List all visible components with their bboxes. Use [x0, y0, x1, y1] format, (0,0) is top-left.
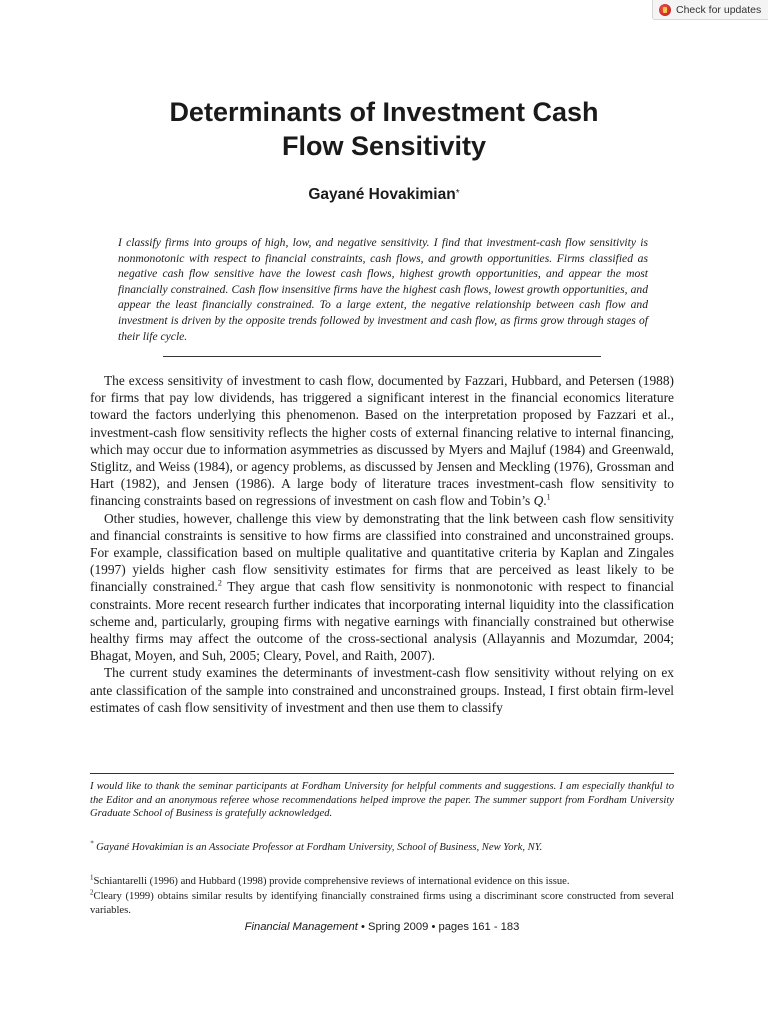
footnote-1-text: Schiantarelli (1996) and Hubbard (1998) provide comprehensive reviews of international evidence on this issue. [93, 876, 570, 887]
title-line-1: Determinants of Investment Cash [169, 97, 599, 127]
author-name: Gayané Hovakimian [308, 186, 456, 203]
footnote-2-mark: 2 [90, 888, 94, 897]
issue: Spring 2009 [367, 921, 429, 933]
footnote-divider [90, 773, 674, 774]
paragraph-1-text: The excess sensitivity of investment to cash flow, documented by Fazzari, Hubbard, and Petersen (1988) for firms that pay low dividends, has triggered a significant interest in the financial economics literature toward the factors underlying this phenomenon. Based on the interpretation proposed by Fazzari et al., investment-cash flow sensitivity reflects the higher costs of external financing relative to internal financing, which may occur due to information asymmetries as discussed by Myers and Majluf (1984) and Greenwald, Stiglitz, and Weiss (1984), or agency problems, as discussed by Jensen and Meckling (1976), Grossman and Hart (1982), and Jensen (1986). A large body of literature traces investment-cash flow sensitivity to financing constraints based on regressions of investment on cash flow and Tobin’s [90, 373, 674, 509]
paragraph-3: The current study examines the determinants of investment-cash flow sensitivity without relying on ex ante classification of the sample into constrained and unconstrained groups. Instead, I first obtain firm-level estimates of cash flow sensitivity of investment and then use them to classify [90, 665, 674, 715]
abstract-divider [163, 356, 601, 357]
article-title [0, 95, 768, 163]
check-for-updates-button[interactable] [652, 0, 768, 20]
footer-separator-1: • [360, 921, 365, 933]
footnote-1-mark: 1 [90, 873, 94, 882]
paragraph-1-end: . [543, 493, 547, 509]
paragraph-1 [90, 372, 674, 510]
footnote-1 [90, 875, 674, 889]
footnote-2-text: Cleary (1999) obtains similar results by identifying financially constrained firms using a discriminant score constructed from several variables. [90, 891, 674, 916]
abstract: I classify firms into groups of high, low, and negative sensitivity. I find that investment-cash flow sensitivity is nonmonotonic with respect to financial constraints, cash flows, and growth opportunities. Firms classified as negative cash flow sensitive have the lowest cash flows, highest growth opportunities, and appear the most financially constrained. Cash flow insensitive firms have the highest cash flows, lowest growth opportunities, and appear the least financially constrained. To a large extent, the negative relationship between cash flow and investment is driven by the opposite trends followed by investment and cash flow, as firms grow through stages of their life cycle. [118, 236, 648, 343]
footnote-2 [90, 890, 674, 917]
author-line [0, 186, 768, 204]
affiliation-text: Gayané Hovakimian is an Associate Professor at Fordham University, School of Business, New York, NY. [96, 842, 543, 853]
page-range: pages 161 - 183 [438, 921, 520, 933]
affiliation-note [90, 841, 674, 855]
journal-name: Financial Management [244, 921, 358, 933]
page-footer [0, 921, 764, 933]
tobins-q: Q [533, 493, 544, 509]
paragraph-2-rest: They argue that cash flow sensitivity is nonmonotonic with respect to financial constraints. More recent research further indicates that incorporating internal liquidity into the classification scheme and, particularly, grouping firms with negative earnings with financially constrained but otherwise healthy firms may affect the outcome of the cross-sectional analysis (Allayannis and Mozumdar, 2004; Bhagat, Moyen, and Suh, 2005; Cleary, Povel, and Raith, 2007). [90, 579, 674, 664]
paragraph-2-text: Other studies, however, challenge this view by demonstrating that the link between cash flow sensitivity and financial constraints is sensitive to how firms are classified into constrained and unconstrained groups. For example, classification based on multiple qualitative and quantitative criteria by Kaplan and Zingales (1997) yields higher cash flow sensitivity estimates for firms that are perceived as least likely to be financially constrained. [90, 510, 674, 595]
body-text [90, 372, 674, 716]
footnote-ref-1: 1 [546, 492, 551, 502]
author-mark: * [455, 188, 460, 199]
crossmark-icon [659, 4, 671, 16]
check-for-updates-label: Check for updates [676, 3, 762, 16]
affiliation-mark: * [90, 839, 94, 848]
paragraph-2 [90, 510, 674, 665]
title-line-2: Flow Sensitivity [281, 131, 487, 161]
acknowledgment-note: I would like to thank the seminar participants at Fordham University for helpful comments and suggestions. I am especially thankful to the Editor and an anonymous referee whose recommendations helped improve the paper. The summer support from Fordham University Graduate School of Business is gratefully acknowledged. [90, 781, 674, 820]
footer-separator-2: • [431, 921, 436, 933]
footnote-ref-2: 2 [217, 578, 222, 588]
